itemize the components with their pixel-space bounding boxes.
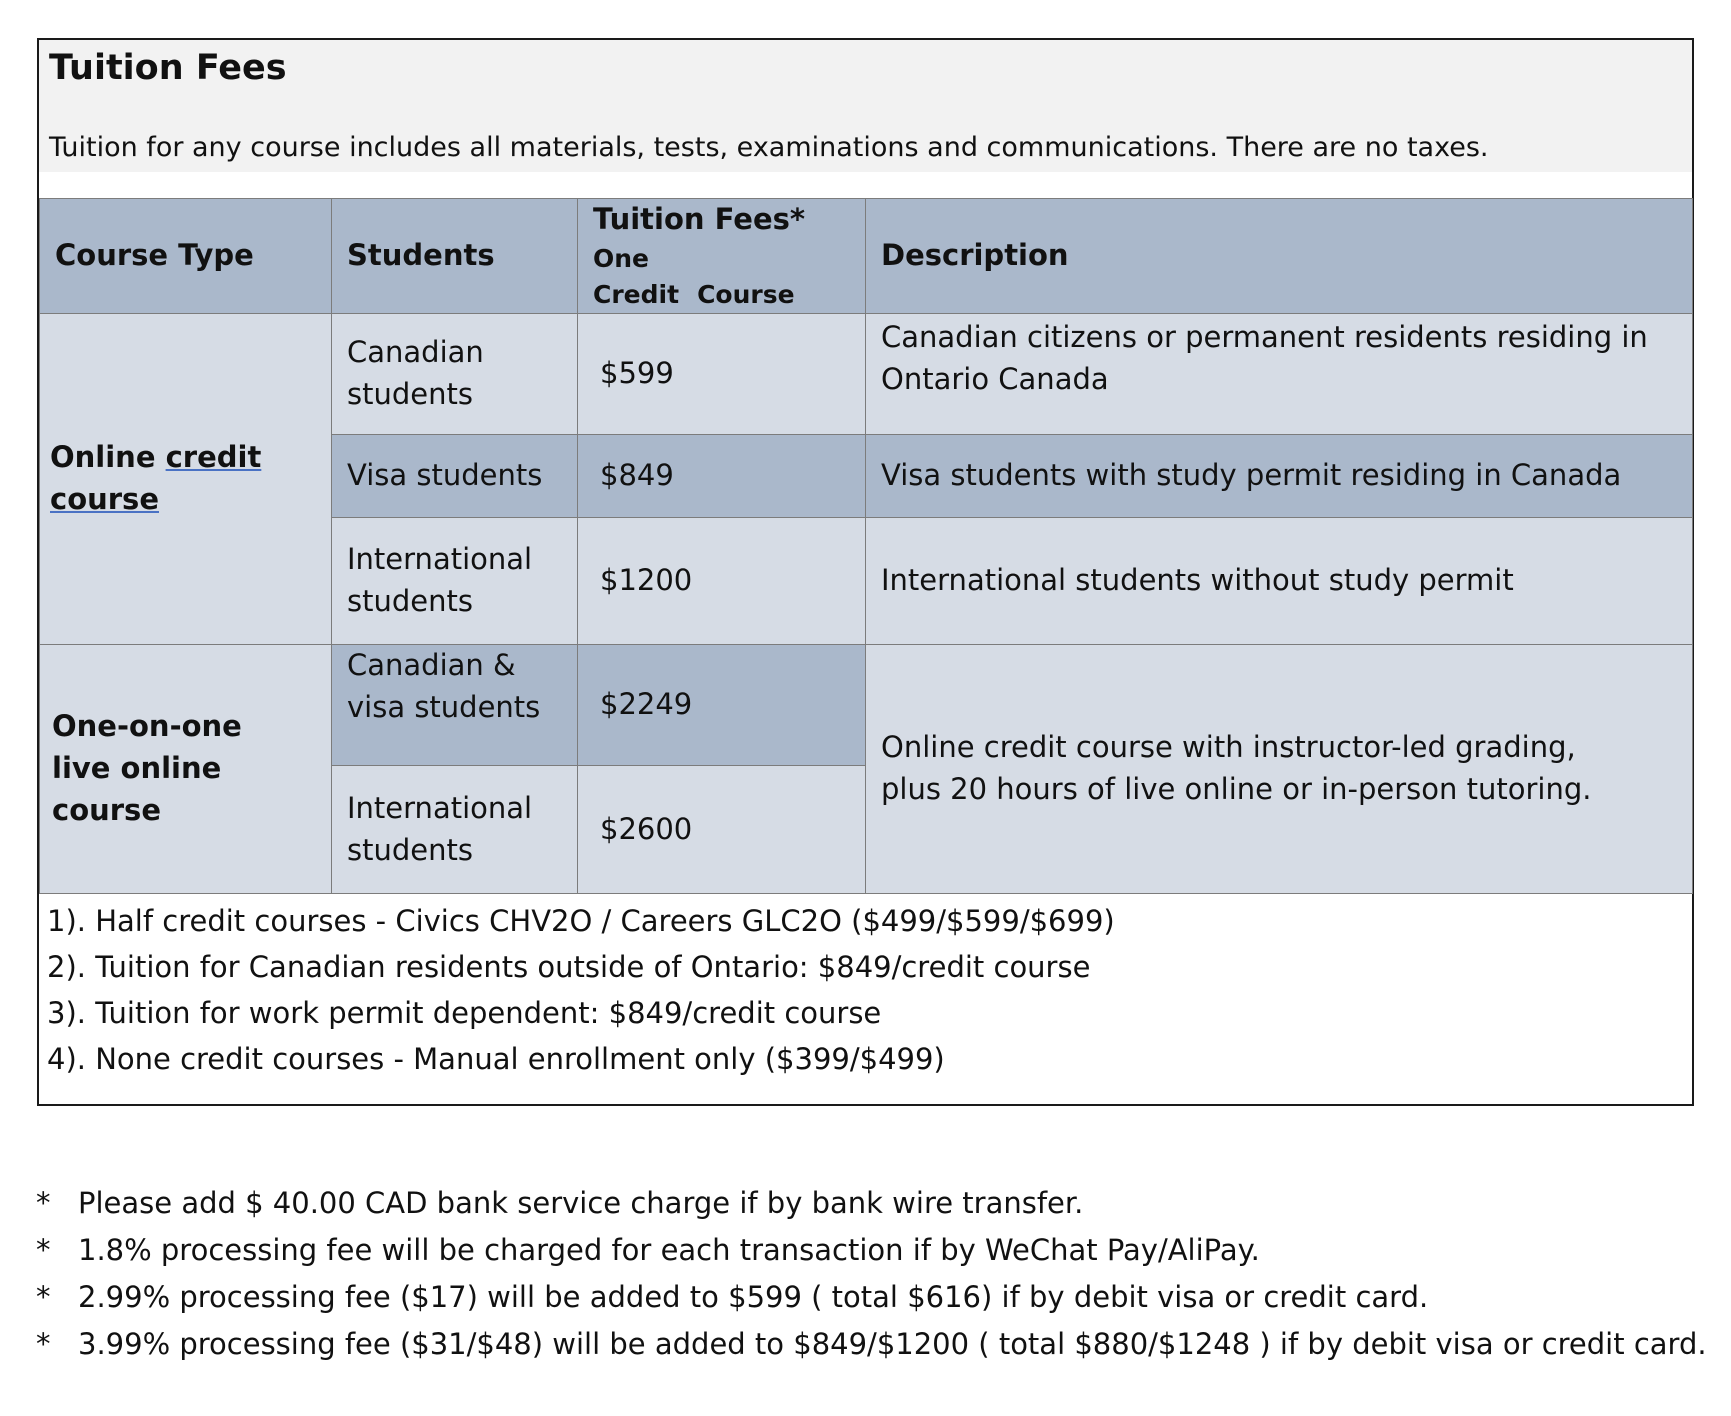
description-line: Online credit course with instructor-led grading, [881, 730, 1576, 765]
description-line: plus 20 hours of live online or in-person tutoring. [881, 772, 1592, 806]
asterisk-bullet: * [36, 1280, 51, 1314]
header-course-type: Course Type [40, 199, 332, 314]
charge-text: 2.99% processing fee ($17) will be added to $599 ( total $616) if by debit visa or credit card. [78, 1280, 1429, 1314]
page-subtitle: Tuition for any course includes all materials, tests, examinations and communications. There are no taxes. [49, 132, 1489, 163]
header-description: Description [866, 199, 1693, 314]
course-link[interactable]: course [50, 482, 159, 516]
footnote-item: 4). None credit courses - Manual enrollment only ($399/$499) [47, 1042, 945, 1076]
footnote-item: 3). Tuition for work permit dependent: $849/credit course [47, 996, 882, 1030]
header-fees-subtitle [593, 241, 850, 313]
course-type-one-on-one [40, 645, 332, 894]
header-students: Students [332, 199, 578, 314]
description-cell: Visa students with study permit residing in Canada [866, 435, 1693, 518]
footnotes-list [47, 898, 1115, 1082]
table-row [40, 314, 1693, 435]
students-cell: International students [332, 518, 578, 645]
charge-item [36, 1321, 1707, 1368]
fee-cell: $1200 [578, 518, 866, 645]
course-type-live-online-label: live online course [52, 751, 222, 827]
charge-item [36, 1227, 1707, 1274]
course-type-one-on-one-label: One-on-one [52, 709, 242, 744]
table-header-row [40, 199, 1693, 314]
students-cell: Canadian students [332, 314, 578, 435]
fee-cell: $599 [578, 314, 866, 435]
charge-item [36, 1180, 1707, 1227]
students-cell: International students [332, 766, 578, 894]
students-cell: Canadian & visa students [332, 645, 578, 766]
fee-cell: $849 [578, 435, 866, 518]
students-cell: Visa students [332, 435, 578, 518]
asterisk-bullet: * [36, 1186, 51, 1220]
course-type-online-label: Online [50, 440, 166, 475]
charge-item [36, 1274, 1707, 1321]
footnote-item: 1). Half credit courses - Civics CHV2O / Careers GLC2O ($499/$599/$699) [47, 904, 1115, 938]
header-fees-sub-course: Course [697, 279, 795, 309]
credit-link[interactable]: credit [165, 440, 262, 475]
charge-text: 1.8% processing fee will be charged for each transaction if by WeChat Pay/AliPay. [78, 1233, 1260, 1267]
charge-text: Please add $ 40.00 CAD bank service charge if by bank wire transfer. [78, 1186, 1084, 1220]
tuition-fees-box [37, 38, 1694, 1106]
payment-charges-list [36, 1180, 1707, 1368]
asterisk-bullet: * [36, 1327, 51, 1361]
description-cell: Canadian citizens or permanent residents residing in Ontario Canada [866, 314, 1693, 435]
fee-cell: $2600 [578, 766, 866, 894]
fee-cell: $2249 [578, 645, 866, 766]
table-row [40, 645, 1693, 766]
footnote-item: 2). Tuition for Canadian residents outside of Ontario: $849/credit course [47, 950, 1091, 984]
header-tuition-fees [578, 199, 866, 314]
course-type-online-credit [40, 314, 332, 645]
charge-text: 3.99% processing fee ($31/$48) will be added to $849/$1200 ( total $880/$1248 ) if by debit visa or credit card. [78, 1327, 1707, 1361]
description-cell: International students without study permit [866, 518, 1693, 645]
tuition-table [39, 198, 1693, 894]
header-fees-sub-one-credit: One Credit [593, 243, 680, 309]
asterisk-bullet: * [36, 1233, 51, 1267]
description-cell-one-on-one [866, 645, 1693, 894]
page-title: Tuition Fees [49, 48, 287, 88]
header-section [39, 40, 1692, 172]
header-fees-title: Tuition Fees* [593, 202, 806, 237]
